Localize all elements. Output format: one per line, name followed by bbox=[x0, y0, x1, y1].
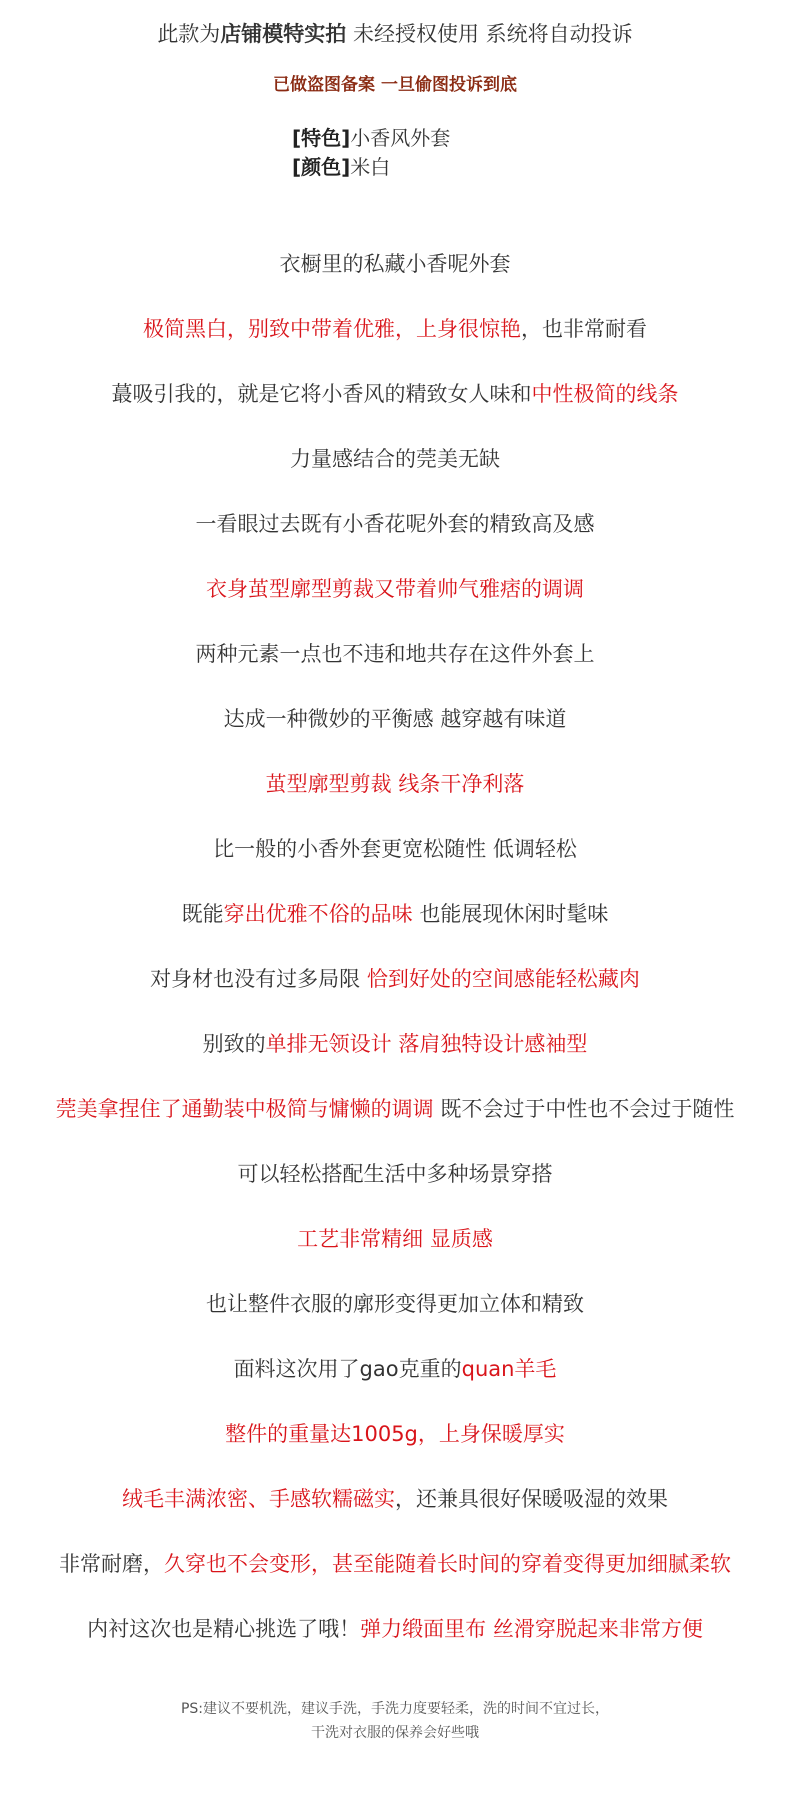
body-text: 既能 bbox=[181, 902, 224, 926]
copyright-notice-emphasis: 店铺模特实拍 bbox=[220, 22, 347, 46]
description-line bbox=[0, 314, 790, 344]
description-line bbox=[0, 1159, 790, 1189]
description-line bbox=[0, 834, 790, 864]
highlight-text: 莞美拿捏住了通勤装中极简与慵懒的调调 bbox=[55, 1097, 434, 1121]
description-line bbox=[0, 1224, 790, 1254]
highlight-text: 穿出优雅不俗的品味 bbox=[223, 902, 413, 926]
copyright-notice-suffix: 未经授权使用 系统将自动投诉 bbox=[346, 22, 633, 46]
anti-theft-warning: 已做盗图备案 一旦偷图投诉到底 bbox=[273, 75, 517, 95]
body-text: 力量感结合的莞美无缺 bbox=[290, 447, 500, 471]
body-text: 对身材也没有过多局限 bbox=[150, 967, 367, 991]
description-line bbox=[0, 769, 790, 799]
body-text: 蕞吸引我的，就是它将小香风的精致女人味和 bbox=[111, 382, 532, 406]
body-text: 衣橱里的私藏小香呢外套 bbox=[279, 252, 511, 276]
body-text: ，也非常耐看 bbox=[521, 317, 647, 341]
copyright-notice-prefix: 此款为 bbox=[157, 22, 221, 46]
description-line bbox=[0, 964, 790, 994]
highlight-text: quan羊毛 bbox=[461, 1357, 557, 1381]
description-line bbox=[0, 1289, 790, 1319]
feature-style-key: [特色] bbox=[292, 126, 351, 150]
feature-color bbox=[292, 152, 390, 182]
body-text: 可以轻松搭配生活中多种场景穿搭 bbox=[237, 1162, 553, 1186]
ps-care-note-line1: PS:建议不要机洗，建议手洗，手洗力度要轻柔，洗的时间不宜过长， bbox=[180, 1701, 610, 1717]
highlight-text: 中性极简的线条 bbox=[531, 382, 679, 406]
body-text: 达成一种微妙的平衡感 越穿越有味道 bbox=[223, 707, 567, 731]
highlight-text: 绒毛丰满浓密、手感软糯磁实 bbox=[122, 1487, 395, 1511]
highlight-text: 恰到好处的空间感能轻松藏肉 bbox=[366, 967, 640, 991]
description-line bbox=[0, 1614, 790, 1644]
highlight-text: 茧型廓型剪裁 线条干净利落 bbox=[265, 772, 525, 796]
description-line bbox=[0, 379, 790, 409]
description-line bbox=[0, 1549, 790, 1579]
description-line bbox=[0, 509, 790, 539]
highlight-text: 整件的重量达1005g，上身保暖厚实 bbox=[225, 1422, 565, 1446]
description-line bbox=[0, 1419, 790, 1449]
feature-color-value: 米白 bbox=[350, 155, 391, 179]
body-text: 两种元素一点也不违和地共存在这件外套上 bbox=[195, 642, 595, 666]
description-line bbox=[0, 1094, 790, 1124]
highlight-text: 弹力缎面里布 丝滑穿脱起来非常方便 bbox=[360, 1617, 703, 1641]
description-line bbox=[0, 704, 790, 734]
feature-style bbox=[292, 123, 450, 153]
highlight-text: 工艺非常精细 显质感 bbox=[297, 1227, 493, 1251]
description-line bbox=[0, 899, 790, 929]
body-text: 既不会过于中性也不会过于随性 bbox=[433, 1097, 735, 1121]
body-text: ，还兼具很好保暖吸湿的效果 bbox=[395, 1487, 668, 1511]
description-line bbox=[0, 444, 790, 474]
body-text: 别致的 bbox=[202, 1032, 266, 1056]
description-line bbox=[0, 249, 790, 279]
body-text: 比一般的小香外套更宽松随性 低调轻松 bbox=[213, 837, 577, 861]
copyright-notice bbox=[0, 19, 790, 49]
highlight-text: 久穿也不会变形，甚至能随着长时间的穿着变得更加细腻柔软 bbox=[164, 1552, 731, 1576]
ps-care-note-line2: 干洗对衣服的保养会好些哦 bbox=[311, 1725, 479, 1741]
body-text: 面料这次用了gao克重的 bbox=[233, 1357, 462, 1381]
description-line bbox=[0, 1354, 790, 1384]
description-line bbox=[0, 1029, 790, 1059]
feature-style-value: 小香风外套 bbox=[350, 126, 451, 150]
description-line bbox=[0, 639, 790, 669]
description-line bbox=[0, 574, 790, 604]
body-text: 内衬这次也是精心挑选了哦！ bbox=[87, 1617, 361, 1641]
body-text: 非常耐磨， bbox=[59, 1552, 164, 1576]
body-text: 一看眼过去既有小香花呢外套的精致高及感 bbox=[195, 512, 595, 536]
feature-color-key: [颜色] bbox=[292, 155, 351, 179]
description-line bbox=[0, 1484, 790, 1514]
highlight-text: 单排无领设计 落肩独特设计感袖型 bbox=[265, 1032, 588, 1056]
highlight-text: 衣身茧型廓型剪裁又带着帅气雅痞的调调 bbox=[206, 577, 584, 601]
body-text: 也让整件衣服的廓形变得更加立体和精致 bbox=[206, 1292, 584, 1316]
body-text: 也能展现休闲时髦味 bbox=[412, 902, 609, 926]
highlight-text: 极简黑白，别致中带着优雅，上身很惊艳 bbox=[143, 317, 521, 341]
